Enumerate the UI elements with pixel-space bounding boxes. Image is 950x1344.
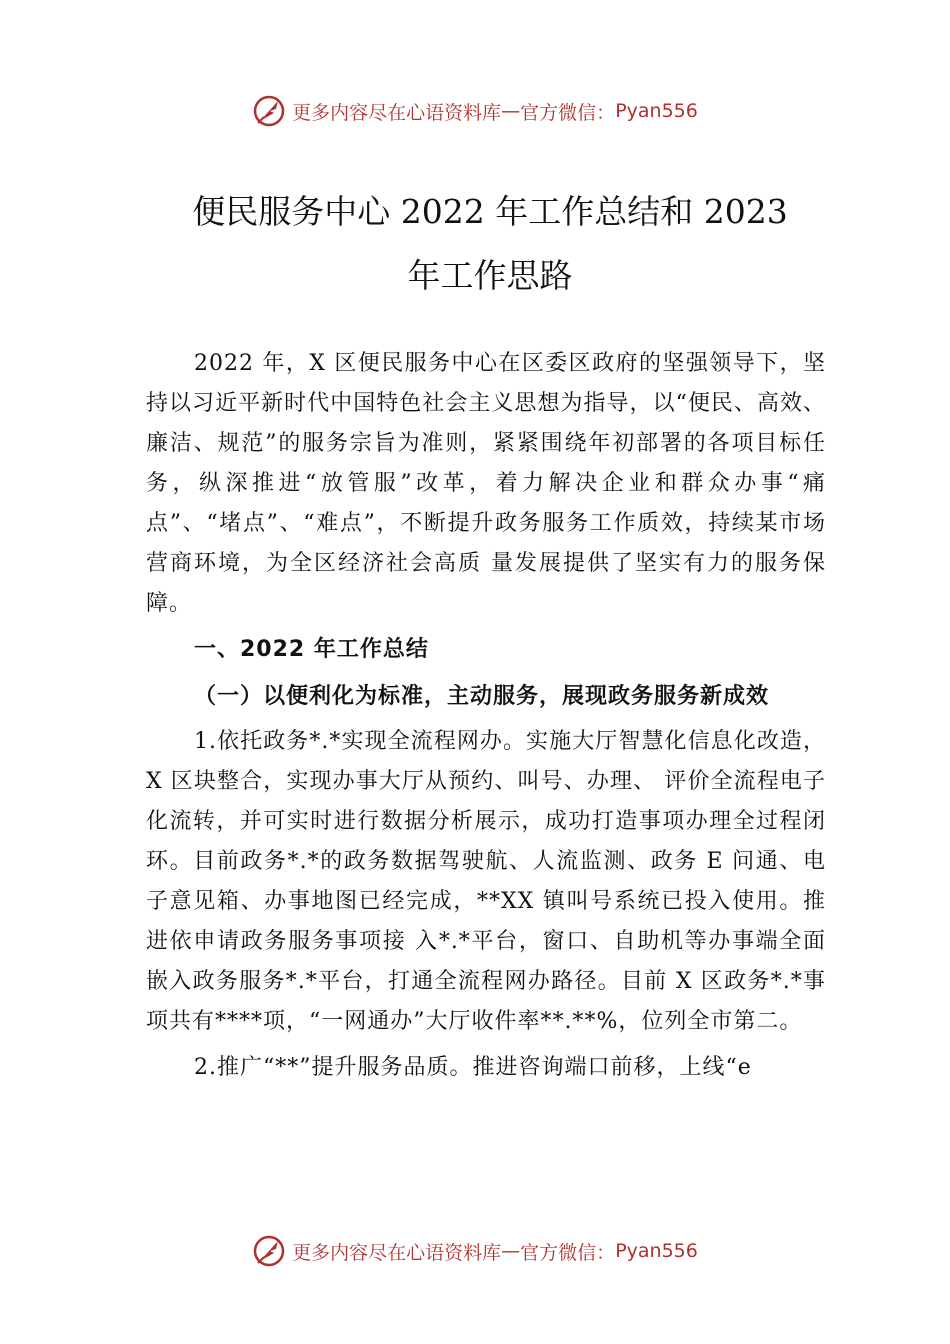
watermark-text: 更多内容尽在心语资料库 (292, 1241, 502, 1264)
watermark-wechat-label: 官方微信： (520, 1241, 616, 1264)
document-title (100, 180, 880, 308)
quill-stamp-icon (252, 94, 286, 128)
watermark-account: Pyan556 (615, 100, 698, 122)
watermark-separator: — (501, 100, 521, 122)
item-paragraph-2: 2.推广“**”提升服务品质。推进咨询端口前移，上线“e (194, 1055, 752, 1080)
watermark-footer (0, 1234, 950, 1268)
subsection-heading-1: （一）以便利化为标准，主动服务，展现政务服务新成效 (194, 683, 770, 709)
title-line-2: 年工作思路 (407, 256, 573, 295)
watermark-header (0, 94, 950, 128)
section-heading-1: 一、2022 年工作总结 (194, 637, 429, 662)
document-body (146, 344, 826, 1088)
watermark-account: Pyan556 (615, 1240, 698, 1262)
title-line-1: 便民服务中心 2022 年工作总结和 2023 (192, 192, 788, 231)
watermark-text: 更多内容尽在心语资料库 (292, 101, 502, 124)
watermark-separator: — (501, 1240, 521, 1262)
watermark-wechat-label: 官方微信： (520, 101, 616, 124)
quill-stamp-icon (252, 1234, 286, 1268)
intro-paragraph: 2022 年，X 区便民服务中心在区委区政府的坚强领导下，坚持以习近平新时代中国特色社会主义思想为指导，以“便民、高效、廉洁、规范”的服务宗旨为准则，紧紧围绕年初部署的各项目标任务，纵深推进“放管服”改革，着力解决企业和群众办事“痛点”、“堵点”、“难点”，不断提升政务服务工作质效，持续某市场营商环境，为全区经济社会高质 量发展提供了坚实有力的服务保障。 (146, 351, 826, 616)
item-paragraph-1: 1.依托政务*.*实现全流程网办。实施大厅智慧化信息化改造，X 区块整合，实现办事大厅从预约、叫号、办理、 评价全流程电子化流转，并可实时进行数据分析展示，成功打造事项办理全过程闭环。目前政务*.*的政务数据驾驶航、人流监测、政务 E 问通、电子意见箱、办事地图已经完成，**XX 镇叫号系统已投入使用。推进依申请政务服务事项接 入*.*平台，窗口、自助机等办事端全面嵌入政务服务*.*平台，打通全流程网办路径。目前 X 区政务*.*事项共有****项，“一网通办”大厅收件率**.**%，位列全市第二。 (146, 729, 826, 1034)
